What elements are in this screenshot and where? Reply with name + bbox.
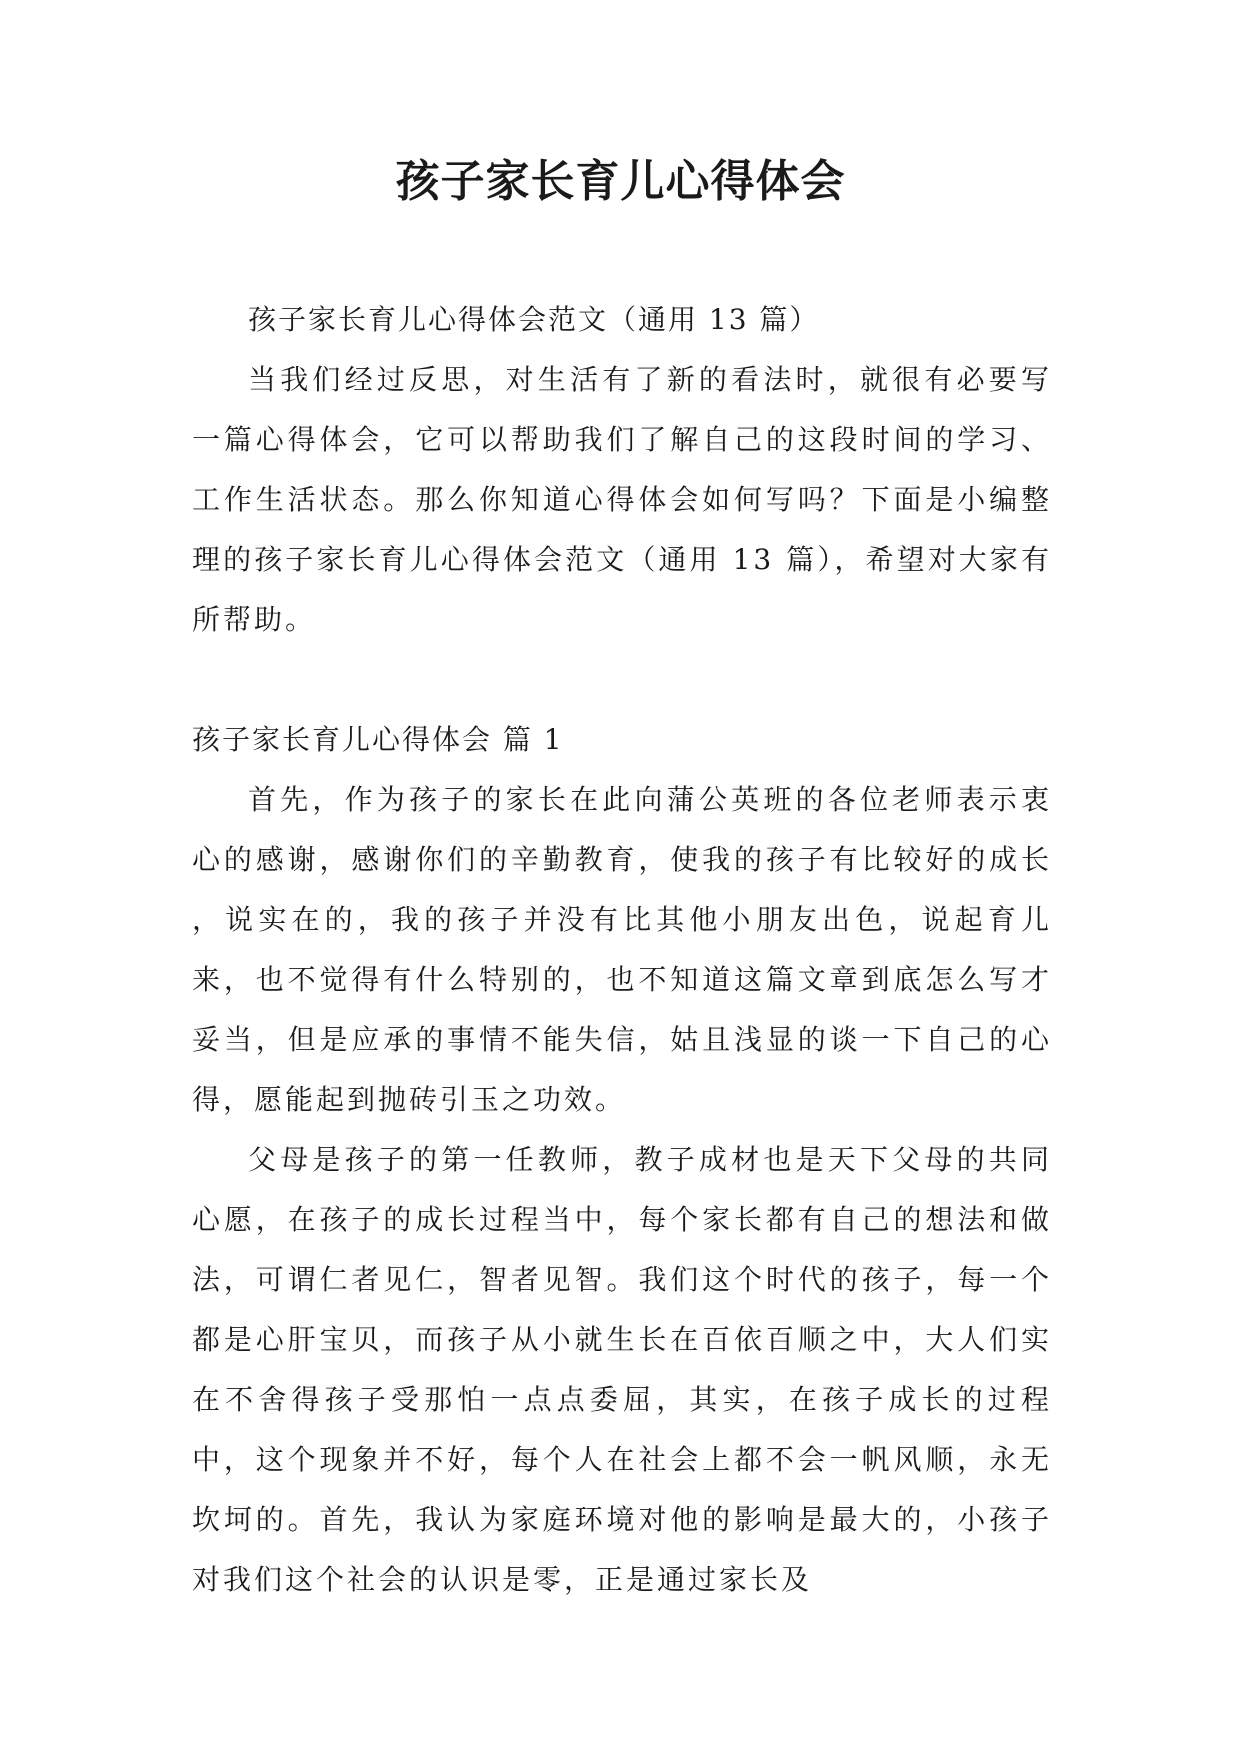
body-paragraph: 首先，作为孩子的家长在此向蒲公英班的各位老师表示衷心的感谢，感谢你们的辛勤教育，使我的孩子有比较好的成长 ，说实在的，我的孩子并没有比其他小朋友出色，说起育儿来，也不觉得有什么特别的，也不知道这篇文章到底怎么写才妥当，但是应承的事情不能失信，姑且浅显的谈一下自己的心得，愿能起到抛砖引玉之功效。 [192, 783, 1052, 1116]
document-body [192, 290, 1052, 1610]
document-title: 孩子家长育儿心得体会 [395, 156, 846, 207]
section-heading: 孩子家长育儿心得体会 篇 1 [192, 723, 564, 756]
body-paragraph: 父母是孩子的第一任教师，教子成材也是天下父母的共同心愿，在孩子的成长过程当中，每个家长都有自己的想法和做法，可谓仁者见仁，智者见智。我们这个时代的孩子，每一个都是心肝宝贝，而孩子从小就生长在百依百顺之中，大人们实在不舍得孩子受那怕一点点委屈，其实，在孩子成长的过程中，这个现象并不好，每个人在社会上都不会一帆风顺，永无坎坷的。首先，我认为家庭环境对他的影响是最大的，小孩子对我们这个社会的认识是零，正是通过家长及 [192, 1143, 1052, 1596]
intro-paragraph: 当我们经过反思，对生活有了新的看法时，就很有必要写一篇心得体会，它可以帮助我们了解自己的这段时间的学习、工作生活状态。那么你知道心得体会如何写吗？下面是小编整理的孩子家长育儿心得体会范文（通用 13 篇），希望对大家有所帮助。 [192, 363, 1052, 636]
document-subtitle: 孩子家长育儿心得体会范文（通用 13 篇） [248, 303, 820, 336]
